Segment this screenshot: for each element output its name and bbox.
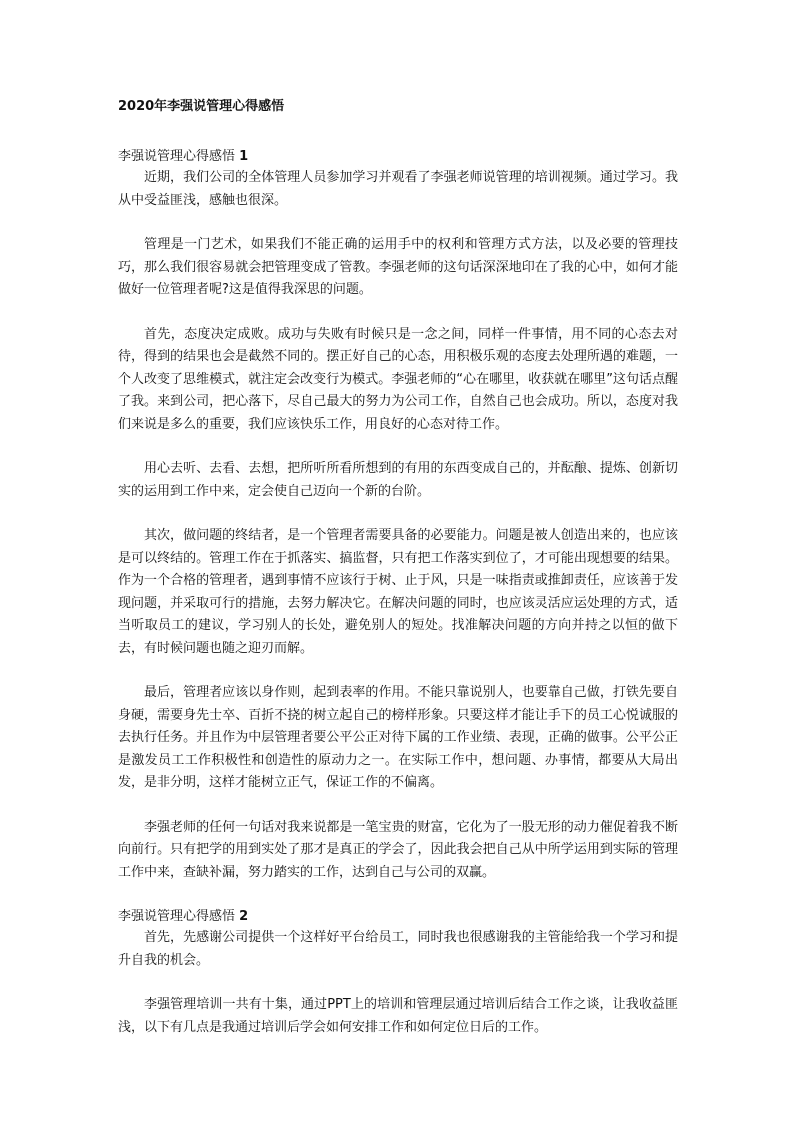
section-1-number: 1 (239, 149, 249, 164)
paragraph: 其次，做问题的终结者，是一个管理者需要具备的必要能力。问题是被人创造出来的，也应该是可以终结的。管理工作在于抓落实、搞监督，只有把工作落实到位了，才可能出现想要的结果。作为一个合格的管理者，遇到事情不应该行于树、止于风，只是一味指责或推卸责任，应该善于发现问题，并采取可行的措施，去努力解决它。在解决问题的同时，也应该灵活应运处理的方式，适当听取员工的建议，学习别人的长处，避免别人的短处。找准解决问题的方向并持之以恒的做下去，有时候问题也随之迎刃而解。 (118, 528, 678, 656)
section-2-heading-text: 李强说管理心得感悟 (118, 909, 236, 924)
document-page (118, 96, 678, 1061)
section-1-heading-text: 李强说管理心得感悟 (118, 149, 236, 164)
section-1 (118, 146, 678, 884)
section-1-heading (118, 146, 678, 167)
paragraph: 近期，我们公司的全体管理人员参加学习并观看了李强老师说管理的培训视频。通过学习。我从中受益匪浅，感触也很深。 (118, 170, 678, 208)
section-2-heading (118, 906, 678, 927)
paragraph: 最后，管理者应该以身作则，起到表率的作用。不能只靠说别人，也要靠自己做，打铁先要自身硬，需要身先士卒、百折不挠的树立起自己的榜样形象。只要这样才能让手下的员工心悦诚服的去执行任务。并且作为中层管理者要公平公正对待下属的工作业绩、表现，正确的做事。公平公正是激发员工工作积极性和创造性的原动力之一。在实际工作中，想问题、办事情，都要从大局出发，是非分明，这样才能树立正气，保证工作的不偏离。 (118, 685, 678, 790)
paragraph: 首先，态度决定成败。成功与失败有时候只是一念之间，同样一件事情，用不同的心态去对待，得到的结果也会是截然不同的。摆正好自己的心态，用积极乐观的态度去处理所遇的难题，一个人改变了思维模式，就注定会改变行为模式。李强老师的“心在哪里，收获就在哪里”这句话点醒了我。来到公司，把心落下，尽自己最大的努力为公司工作，自然自己也会成功。所以，态度对我们来说是多么的重要，我们应该快乐工作，用良好的心态对待工作。 (118, 326, 678, 432)
paragraph: 李强管理培训一共有十集，通过PPT上的培训和管理层通过培训后结合工作之谈，让我收益匪浅，以下有几点是我通过培训后学会如何安排工作和如何定位日后的工作。 (118, 997, 678, 1035)
section-2-number: 2 (239, 909, 249, 924)
paragraph: 李强老师的任何一句话对我来说都是一笔宝贵的财富，它化为了一股无形的动力催促着我不断向前行。只有把学的用到实处了那才是真正的学会了，因此我会把自己从中所学运用到实际的管理工作中来，查缺补漏，努力踏实的工作，达到自己与公司的双赢。 (118, 819, 678, 880)
document-title: 2020年李强说管理心得感悟 (118, 99, 285, 114)
section-2 (118, 906, 678, 1039)
paragraph: 管理是一门艺术，如果我们不能正确的运用手中的权利和管理方式方法，以及必要的管理技巧，那么我们很容易就会把管理变成了管教。李强老师的这句话深深地印在了我的心中，如何才能做好一位管理者呢?这是值得我深思的问题。 (118, 237, 678, 297)
paragraph: 首先，先感谢公司提供一个这样好平台给员工，同时我也很感谢我的主管能给我一个学习和提升自我的机会。 (118, 930, 678, 968)
paragraph: 用心去听、去看、去想，把所听所看所想到的有用的东西变成自己的，并酝酿、提炼、创新切实的运用到工作中来，定会使自己迈向一个新的台阶。 (118, 461, 678, 499)
